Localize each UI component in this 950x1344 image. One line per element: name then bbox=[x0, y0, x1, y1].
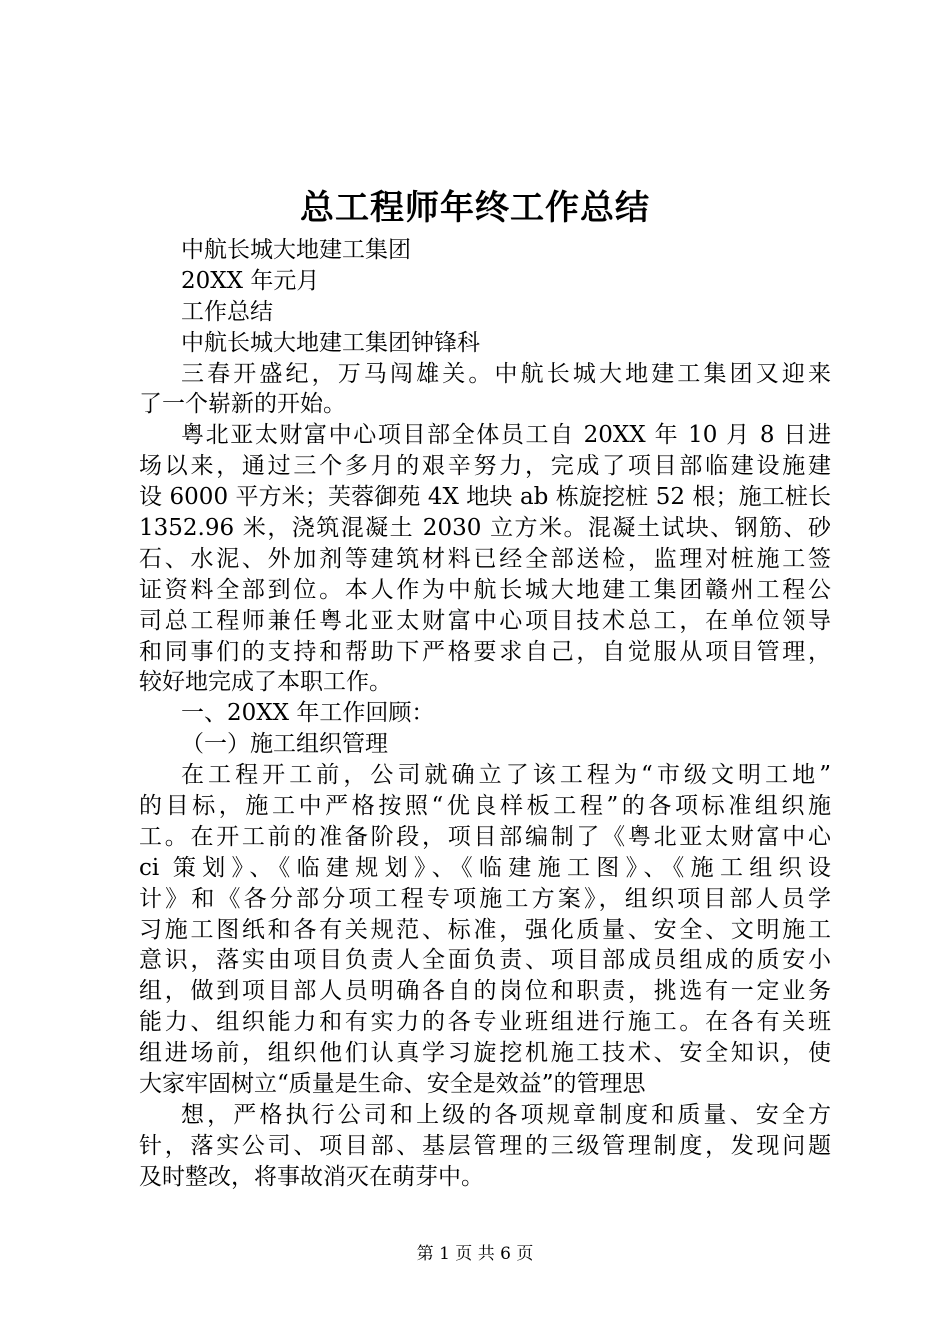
body-line: 的目标，施工中严格按照“优良样板工程”的各项标准组织施 bbox=[139, 793, 831, 820]
body-line: 及时整改，将事故消灭在萌芽中。 bbox=[139, 1163, 484, 1190]
body-line: 司总工程师兼任粤北亚太财富中心项目技术总工，在单位领导 bbox=[139, 607, 831, 634]
body-line: 在工程开工前，公司就确立了该工程为“市级文明工地” bbox=[181, 762, 831, 789]
body-line: 中航长城大地建工集团钟锋科 bbox=[181, 329, 480, 356]
body-line: 三春开盛纪，万马闯雄关。中航长城大地建工集团又迎来 bbox=[181, 360, 831, 387]
body-line: 能力、组织能力和有实力的各专业班组进行施工。在各有关班 bbox=[139, 1009, 831, 1036]
body-line: 工。在开工前的准备阶段，项目部编制了《粤北亚太财富中心 bbox=[139, 823, 831, 850]
body-line: ci 策划》、《临建规划》、《临建施工图》、《施工组织设 bbox=[139, 854, 831, 881]
body-line: 场以来，通过三个多月的艰辛努力，完成了项目部临建设施建 bbox=[139, 453, 831, 480]
section-heading: 一、20XX 年工作回顾： bbox=[181, 700, 435, 727]
body-line: 石、水泥、外加剂等建筑材料已经全部送检，监理对桩施工签 bbox=[139, 545, 831, 572]
body-line: 工作总结 bbox=[181, 298, 273, 325]
body-line: 设 6000 平方米；芙蓉御苑 4X 地块 ab 栋旋挖桩 52 根；施工桩长 bbox=[139, 484, 831, 511]
body-line: 较好地完成了本职工作。 bbox=[139, 669, 392, 696]
body-line: 针，落实公司、项目部、基层管理的三级管理制度，发现问题 bbox=[139, 1132, 831, 1159]
body-line: 计》和《各分部分项工程专项施工方案》，组织项目部人员学 bbox=[139, 885, 831, 912]
body-line: 习施工图纸和各有关规范、标准，强化质量、安全、文明施工 bbox=[139, 916, 831, 943]
body-line: 粤北亚太财富中心项目部全体员工自 20XX 年 10 月 8 日进 bbox=[181, 422, 831, 449]
body-line: 和同事们的支持和帮助下严格要求自己，自觉服从项目管理， bbox=[139, 638, 831, 665]
body-line: 证资料全部到位。本人作为中航长城大地建工集团赣州工程公 bbox=[139, 576, 831, 603]
body-line: 意识，落实由项目负责人全面负责、项目部成员组成的质安小 bbox=[139, 947, 831, 974]
body-line: 1352.96 米，浇筑混凝土 2030 立方米。混凝土试块、钢筋、砂 bbox=[139, 515, 831, 542]
body-line: 组进场前，组织他们认真学习旋挖机施工技术、安全知识，使 bbox=[139, 1040, 831, 1067]
body-line: 了一个崭新的开始。 bbox=[139, 391, 346, 418]
page-footer: 第 1 页 共 6 页 bbox=[416, 1244, 534, 1264]
body-line: 组，做到项目部人员明确各自的岗位和职责，挑选有一定业务 bbox=[139, 978, 831, 1005]
body-line: 中航长城大地建工集团 bbox=[181, 237, 411, 263]
document-body bbox=[139, 235, 831, 1193]
body-line: 想，严格执行公司和上级的各项规章制度和质量、安全方 bbox=[181, 1101, 831, 1128]
body-line: 大家牢固树立“质量是生命、安全是效益”的管理思 bbox=[139, 1071, 646, 1098]
subsection-heading: （一）施工组织管理 bbox=[181, 731, 388, 758]
document-title: 总工程师年终工作总结 bbox=[300, 188, 650, 228]
body-line: 20XX 年元月 bbox=[181, 267, 320, 294]
